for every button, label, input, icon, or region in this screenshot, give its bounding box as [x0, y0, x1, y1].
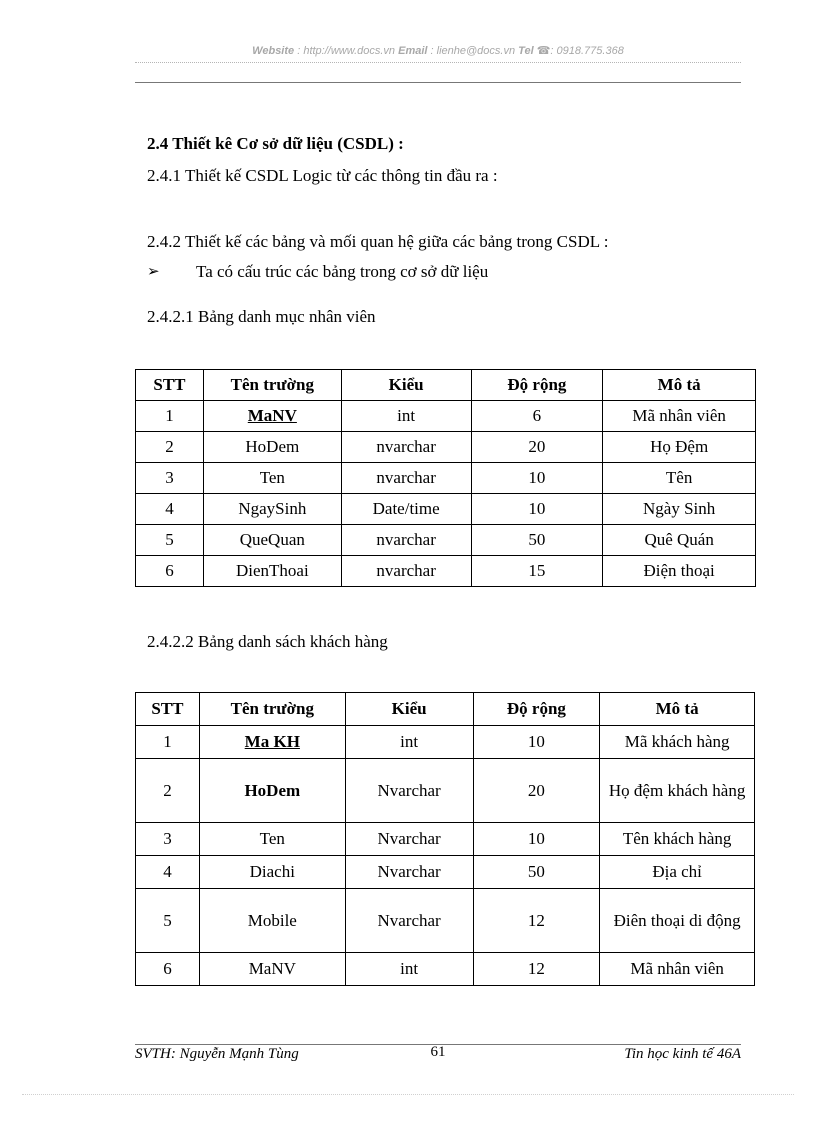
cell-width: 50 [473, 856, 600, 889]
cell-stt: 6 [136, 556, 204, 587]
cell-width: 10 [473, 726, 600, 759]
col-header-type: Kiểu [345, 693, 473, 726]
col-header-type: Kiểu [341, 370, 471, 401]
table-row [136, 525, 756, 556]
col-header-field: Tên trường [203, 370, 341, 401]
cell-desc: Điên thoại di động [600, 889, 755, 953]
cell-type: nvarchar [341, 432, 471, 463]
cell-type: Nvarchar [345, 856, 473, 889]
cell-stt: 4 [136, 494, 204, 525]
cell-stt: 6 [136, 953, 200, 986]
cell-field-primary-key: MaNV [203, 401, 341, 432]
header-rule [135, 82, 741, 83]
arrowhead-bullet-icon: ➢ [147, 264, 160, 280]
cell-field: NgaySinh [203, 494, 341, 525]
cell-width: 15 [471, 556, 603, 587]
cell-type: Nvarchar [345, 889, 473, 953]
cell-field: Diachi [199, 856, 345, 889]
table2-caption: 2.4.2.2 Bảng danh sách khách hàng [147, 632, 388, 651]
website-value: : http://www.docs.vn [297, 45, 396, 57]
table-row [136, 463, 756, 494]
section-title: 2.4 Thiết kê Cơ sở dữ liệu (CSDL) : [147, 134, 404, 153]
cell-desc: Mã nhân viên [600, 953, 755, 986]
table-row [136, 889, 755, 953]
footer-course: Tin học kinh tế 46A [624, 1046, 741, 1062]
cell-desc: Tên khách hàng [600, 823, 755, 856]
cell-type: int [345, 953, 473, 986]
cell-stt: 4 [136, 856, 200, 889]
table-row [136, 953, 755, 986]
col-header-stt: STT [136, 370, 204, 401]
cell-width: 10 [473, 823, 600, 856]
cell-stt: 3 [136, 463, 204, 494]
customer-table [135, 692, 755, 986]
cell-type: nvarchar [341, 525, 471, 556]
page-bottom-dotted-rule [22, 1094, 794, 1095]
cell-stt: 3 [136, 823, 200, 856]
col-header-width: Độ rộng [471, 370, 603, 401]
col-header-field: Tên trường [199, 693, 345, 726]
cell-field: Ten [199, 823, 345, 856]
table1-caption: 2.4.2.1 Bảng danh mục nhân viên [147, 307, 376, 326]
cell-field: QueQuan [203, 525, 341, 556]
cell-width: 20 [471, 432, 603, 463]
cell-desc: Quê Quán [603, 525, 756, 556]
cell-desc: Mã khách hàng [600, 726, 755, 759]
subsection-2-4-1: 2.4.1 Thiết kế CSDL Logic từ các thông tin đầu ra : [147, 166, 498, 185]
table-row [136, 494, 756, 525]
cell-width: 10 [471, 494, 603, 525]
employee-table [135, 369, 756, 587]
page-number: 61 [430, 1044, 446, 1060]
cell-width: 10 [471, 463, 603, 494]
cell-field: Mobile [199, 889, 345, 953]
col-header-stt: STT [136, 693, 200, 726]
cell-desc: Tên [603, 463, 756, 494]
cell-width: 50 [471, 525, 603, 556]
cell-desc: Họ đệm khách hàng [600, 759, 755, 823]
cell-stt: 1 [136, 726, 200, 759]
cell-desc: Họ Đệm [603, 432, 756, 463]
cell-type: Nvarchar [345, 759, 473, 823]
tel-label: Tel [518, 45, 534, 57]
tel-value: : 0918.775.368 [550, 45, 624, 57]
cell-field-primary-key: Ma KH [199, 726, 345, 759]
header-dotted-rule [135, 62, 741, 63]
cell-field: HoDem [199, 759, 345, 823]
website-label: Website [252, 45, 295, 57]
cell-field: HoDem [203, 432, 341, 463]
cell-width: 12 [473, 889, 600, 953]
email-value: : lienhe@docs.vn [430, 45, 516, 57]
table-row [136, 432, 756, 463]
page-header [135, 44, 741, 57]
cell-desc: Ngày Sinh [603, 494, 756, 525]
table-row [136, 556, 756, 587]
cell-desc: Điện thoại [603, 556, 756, 587]
table-row [136, 856, 755, 889]
cell-type: Nvarchar [345, 823, 473, 856]
cell-desc: Mã nhân viên [603, 401, 756, 432]
table-row [136, 726, 755, 759]
cell-stt: 5 [136, 525, 204, 556]
cell-field: Ten [203, 463, 341, 494]
cell-type: nvarchar [341, 463, 471, 494]
table-row [136, 401, 756, 432]
cell-type: Date/time [341, 494, 471, 525]
cell-type: int [345, 726, 473, 759]
cell-field: DienThoai [203, 556, 341, 587]
table-header-row [136, 693, 755, 726]
cell-stt: 1 [136, 401, 204, 432]
cell-type: nvarchar [341, 556, 471, 587]
subsection-2-4-2: 2.4.2 Thiết kế các bảng và mối quan hệ giữa các bảng trong CSDL : [147, 232, 609, 251]
table-row [136, 823, 755, 856]
cell-type: int [341, 401, 471, 432]
cell-stt: 2 [136, 432, 204, 463]
col-header-desc: Mô tả [603, 370, 756, 401]
table-row [136, 759, 755, 823]
email-label: Email [398, 45, 428, 57]
footer-author: SVTH: Nguyễn Mạnh Tùng [135, 1046, 299, 1062]
cell-field: MaNV [199, 953, 345, 986]
table-header-row [136, 370, 756, 401]
col-header-desc: Mô tả [600, 693, 755, 726]
cell-desc: Địa chỉ [600, 856, 755, 889]
cell-width: 20 [473, 759, 600, 823]
bullet-text: Ta có cấu trúc các bảng trong cơ sở dữ liệu [196, 262, 489, 281]
cell-width: 12 [473, 953, 600, 986]
cell-stt: 5 [136, 889, 200, 953]
phone-icon: ☎ [536, 45, 551, 57]
col-header-width: Độ rộng [473, 693, 600, 726]
cell-stt: 2 [136, 759, 200, 823]
cell-width: 6 [471, 401, 603, 432]
